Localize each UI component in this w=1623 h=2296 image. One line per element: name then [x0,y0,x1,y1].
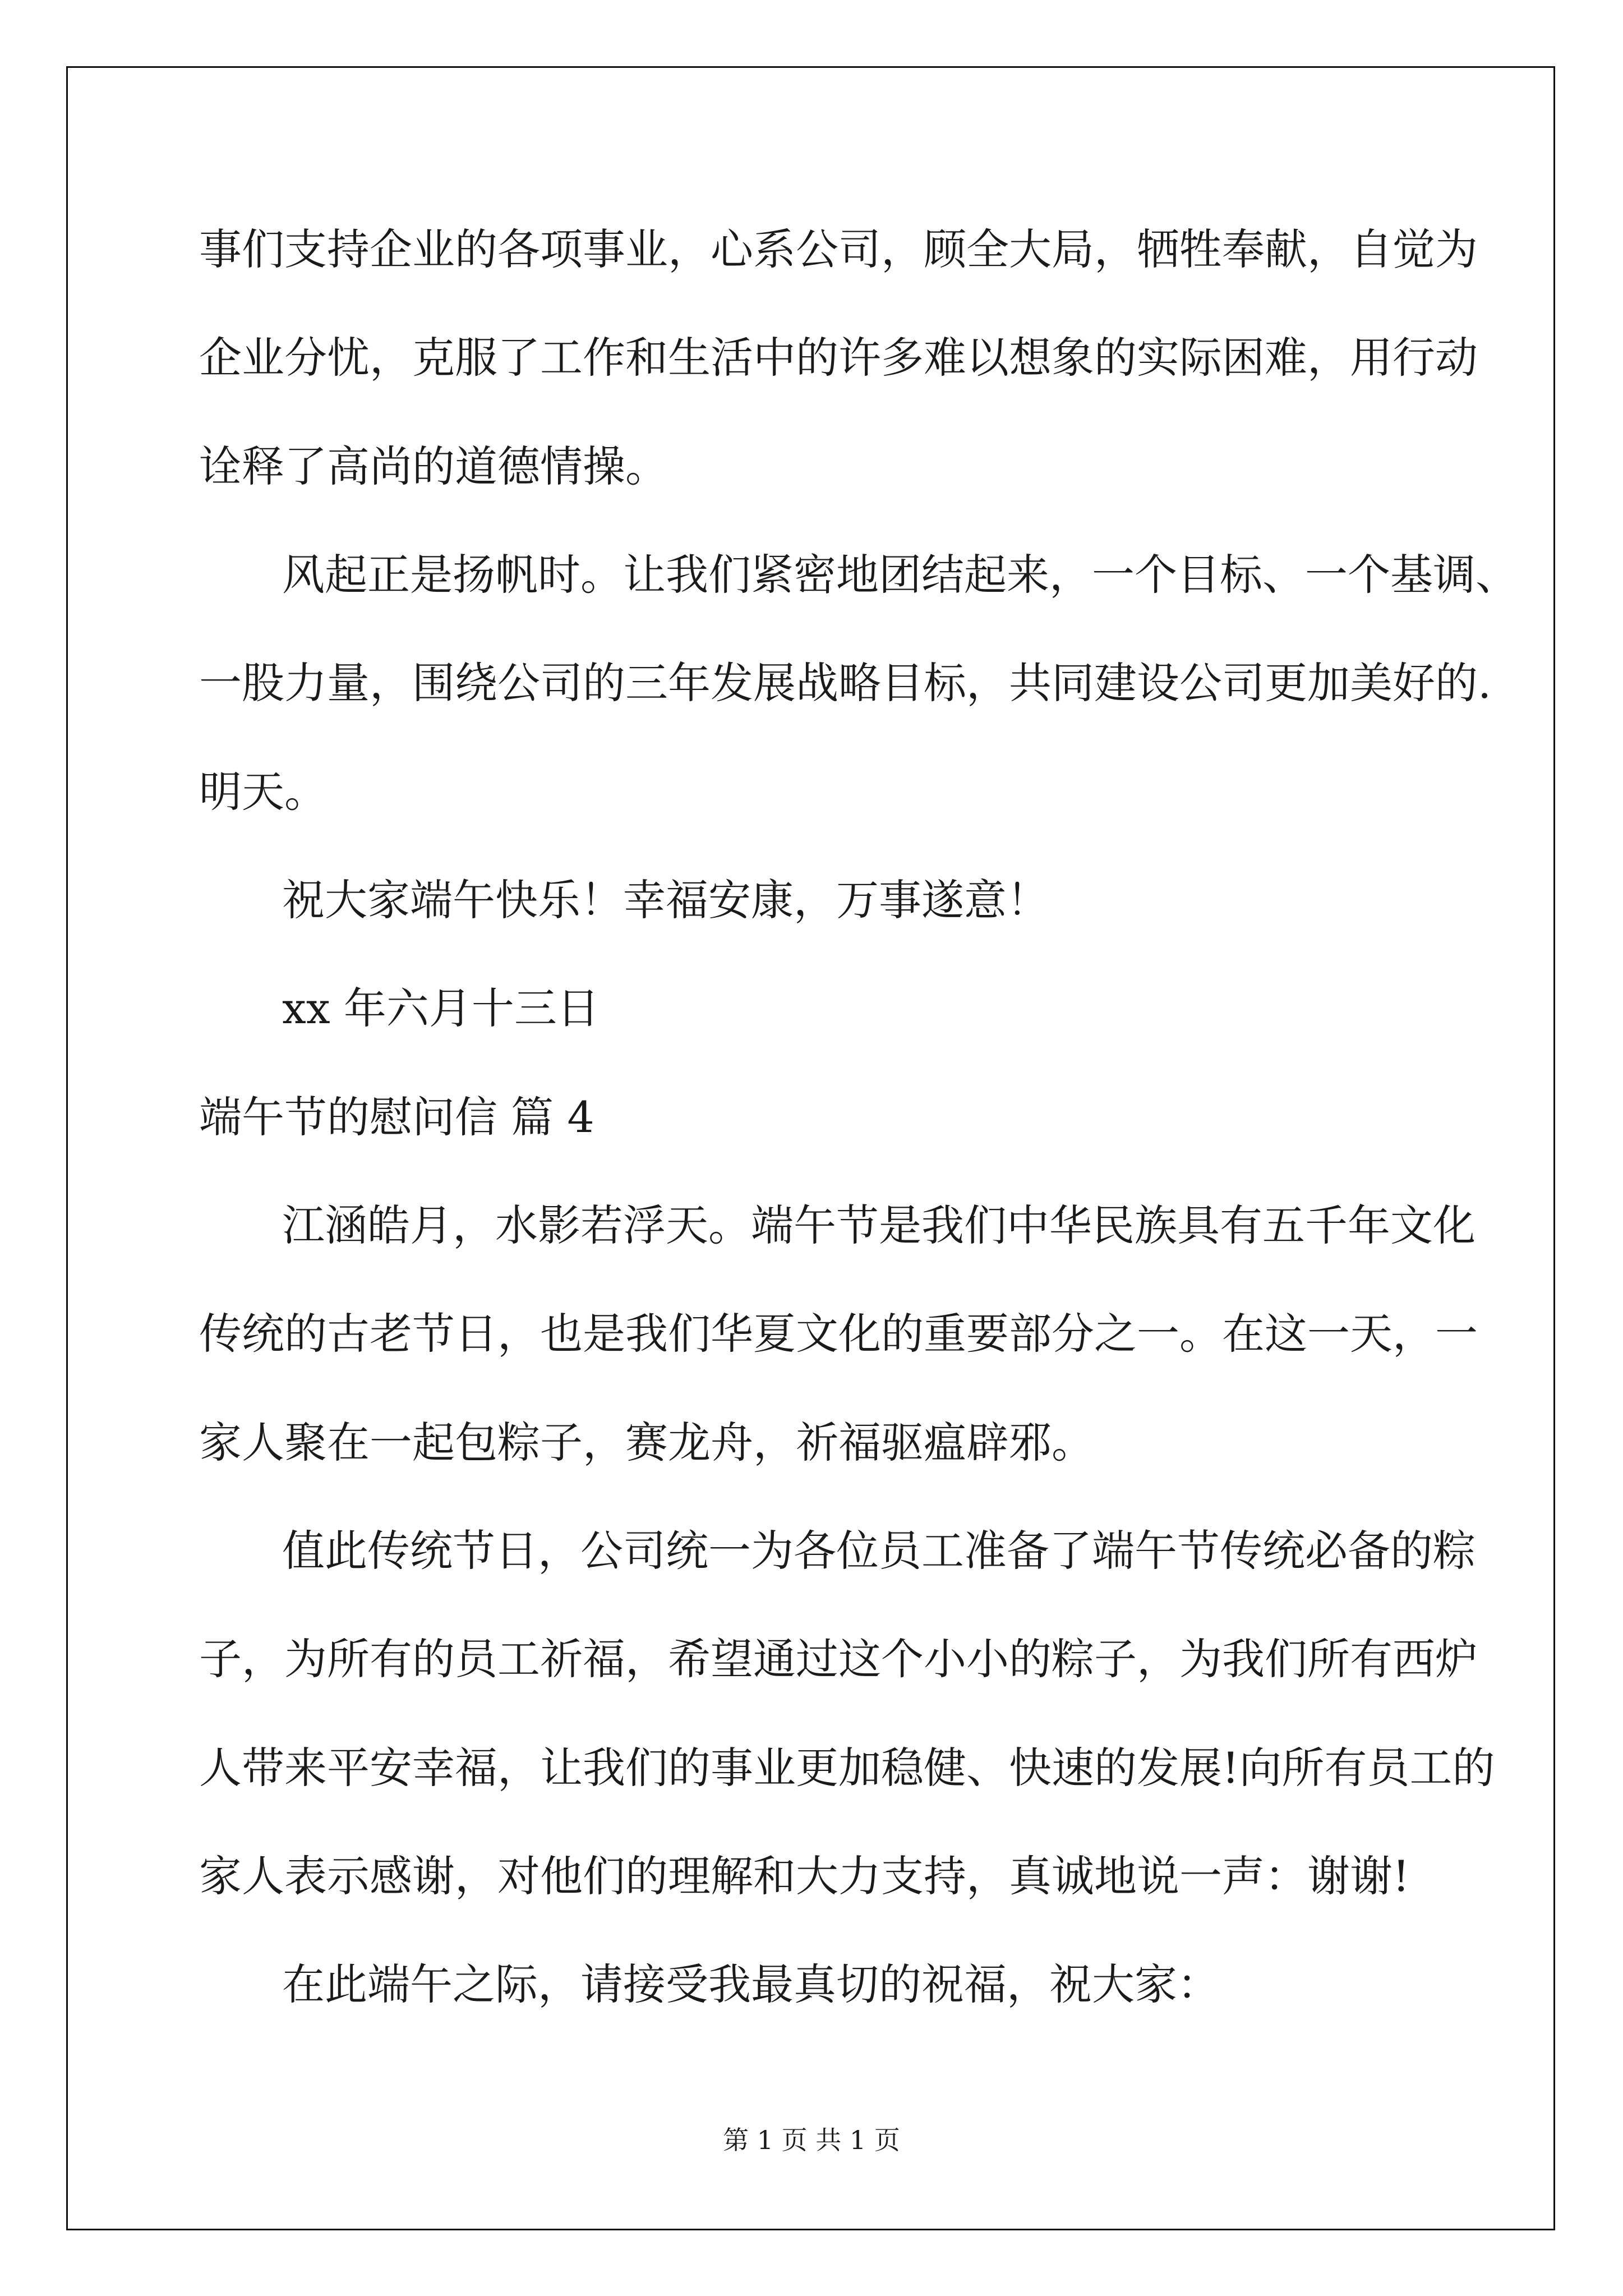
paragraph-line: 诠释了高尚的道德情操。 [199,441,668,491]
section-heading: 端午节的慰问信 篇 4 [199,1092,594,1142]
paragraph-line: 江涵皓月，水影若浮天。端午节是我们中华民族具有五千年文化 [282,1200,1476,1250]
paragraph-line: 家人聚在一起包粽子，赛龙舟，祈福驱瘟辟邪。 [199,1418,1094,1467]
paragraph-line: 风起正是扬帆时。让我们紧密地团结起来，一个目标、一个基调、 [282,550,1518,600]
paragraph-line: 家人表示感谢，对他们的理解和大力支持，真诚地说一声：谢谢! [199,1851,1410,1901]
paragraph-line: 子，为所有的员工祈福，希望通过这个小小的粽子，为我们所有西炉 [199,1634,1478,1684]
paragraph-line: 明天。 [199,767,327,817]
paragraph-line: 在此端午之际，请接受我最真切的祝福，祝大家： [282,1959,1220,2009]
page-border [66,66,1555,2230]
date-line: xx 年六月十三日 [282,983,600,1033]
paragraph-line: 传统的古老节日，也是我们华夏文化的重要部分之一。在这一天，一 [199,1309,1478,1359]
paragraph-line: 人带来平安幸福，让我们的事业更加稳健、快速的发展!向所有员工的 [199,1743,1495,1793]
paragraph-line: 企业分忧，克服了工作和生活中的许多难以想象的实际困难，用行动 [199,333,1478,383]
paragraph-line: 一股力量，围绕公司的三年发展战略目标，共同建设公司更加美好的. [199,658,1492,708]
paragraph-line: 祝大家端午快乐！幸福安康，万事遂意！ [282,875,1049,925]
paragraph-line: 事们支持企业的各项事业，心系公司，顾全大局，牺牲奉献，自觉为 [199,224,1478,274]
page-footer: 第 1 页 共 1 页 [723,2125,900,2155]
paragraph-line: 值此传统节日，公司统一为各位员工准备了端午节传统必备的粽 [282,1526,1476,1576]
